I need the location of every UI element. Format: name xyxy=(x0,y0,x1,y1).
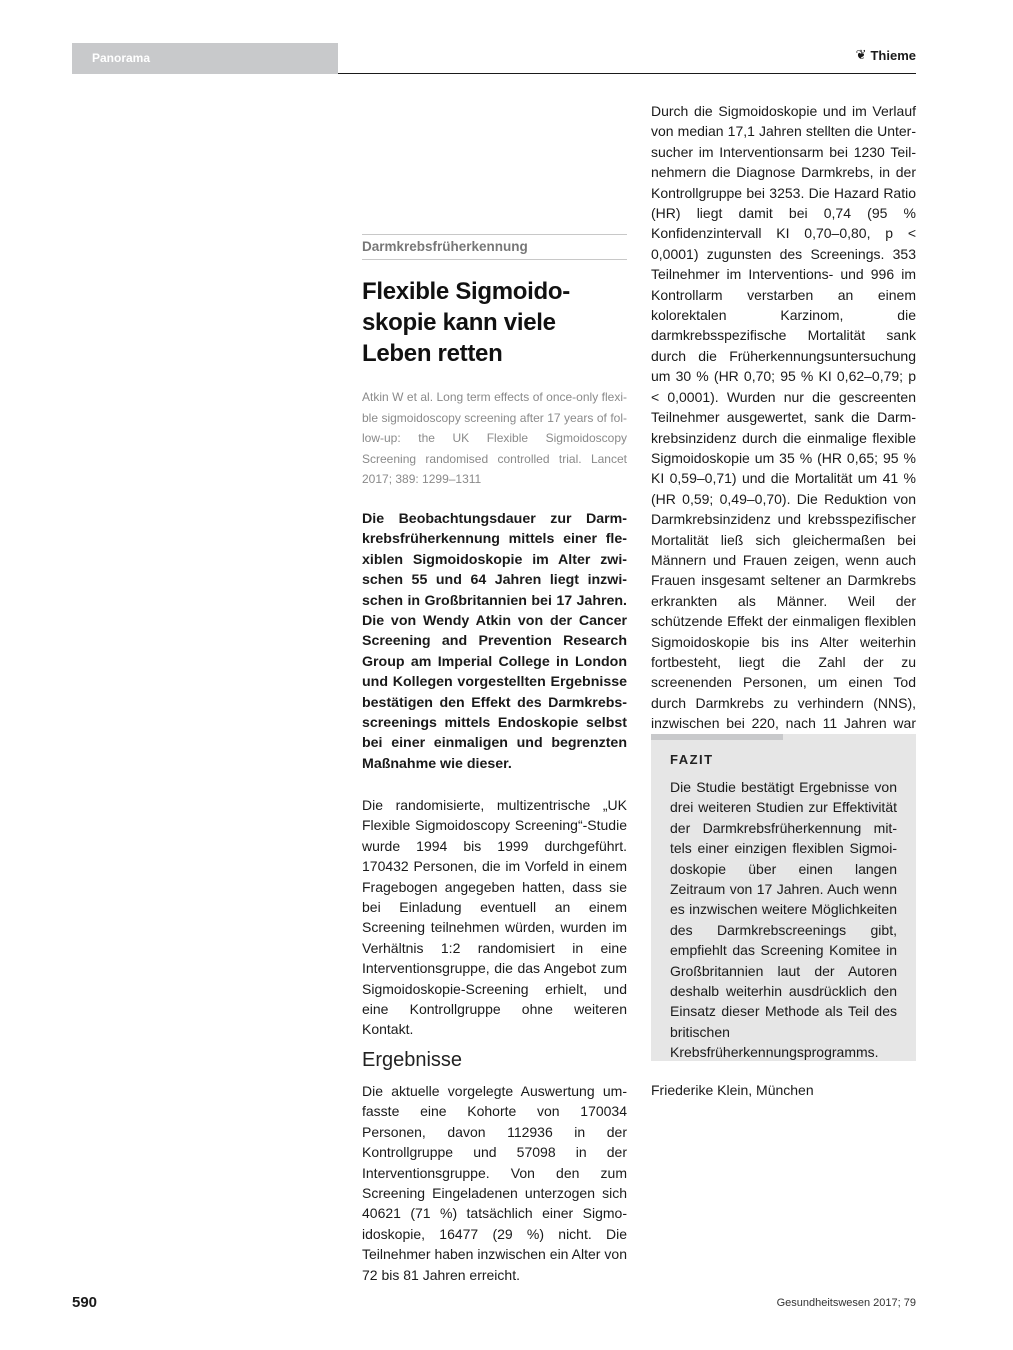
publisher-name: Thieme xyxy=(870,47,916,63)
section-heading: Ergebnisse xyxy=(362,1049,463,1071)
article-category: Darmkrebsfrüherkennung xyxy=(362,234,627,260)
conclusion-accent-bar xyxy=(651,734,783,740)
article-lead: Die Beobachtungsdauer zur Darmkrebsfrüherkennung mittels einer flexiblen Sigmoidoskopie im Alter zwischen 55 und 64 Jahren liegt inzwischen in Großbritannien bei 17 Jahren. Die von Wendy Atkin von der Cancer Screening and Prevention Research Group am Imperial College in London und Kollegen vorgestellten Ergebnisse bestätigen den Effekt des Darmkrebsscreenings mittels Endoskopie selbst bei einer einmaligen und begrenzten Maßnahme wie dieser. xyxy=(362,511,627,772)
body-paragraph: Durch die Sigmoidoskopie und im Verlauf von median 17,1 Jahren stellten die Untersucher im Interventionsarm bei 1230 Teilnehmern die Diagnose Darmkrebs, in der Kontrollgruppe bei 3253. Die Hazard Ratio (HR) liegt damit bei 0,74 (95 % Konfidenzintervall KI 0,70–0,80, p < 0,0001) zugunsten des Screenings. 353 Teilnehmer im Interventions- und 996 im Kontrollarm verstarben an einem kolorektalen Karzinom, die darmkrebsspezifische Mortalität sank durch die Früherkennungsuntersuchung um 30 % (HR 0,70; 95 % KI 0,62–0,79; p < 0,0001). Wurden nur die gescreenten Teilnehmer ausgewertet, sank die Darmkrebsinzidenz durch die einmalige flexible Sigmoidoskopie um 35 % (HR 0,65; 95 % KI 0,59–0,71) und die Mortalität um 41 % (HR 0,59; 0,49–0,70). Die Reduktion von Darmkrebsinzidenz und krebsspezifischer Mortalität ließ sich gleichermaßen bei Männern und Frauen zeigen, wenn auch Frauen insgesamt seltener an Darmkrebs erkrankten als Männer. Weil der schützende Effekt der einmaligen flexiblen Sigmoidoskopie bis ins Alter weiterhin fortbesteht, liegt die Zahl der zu screenenden Personen, um einen Tod durch Darmkrebs zu verhindern (NNS), inzwischen bei 220, nach 11 Jahren war xyxy=(651,103,916,732)
body-paragraph: Die randomisierte, multizentrische „UK Flexible Sigmoidoscopy Screening“-Studie wurde 1994 bis 1999 durchgeführt. 170432 Personen, die im Vorfeld in einem Fragebogen angegeben hatten, dass sie bei Einladung eventuell an einem Screening teilnehmen würden, wurden im Verhältnis 1:2 randomisiert in eine Interventionsgruppe, die das Angebot zum Sigmoidoskopie-Screening erhielt, und eine Kontrollgruppe ohne weiteren Kontakt. xyxy=(362,797,627,1038)
header-rule xyxy=(338,73,916,74)
thieme-logo-icon: ❦ xyxy=(855,47,867,62)
body-paragraph: Die aktuelle vorgelegte Auswertung umfasste eine Kohorte von 170034 Personen, davon 112936 in der Kontrollgruppe und 57098 in der Interventionsgruppe. Von den zum Screening Eingeladenen unterzogen sich 40621 (71 %) tatsächlich einer Sigmoidoskopie, 16477 (29 %) nicht. Die Teilnehmer haben inzwischen ein Alter von 72 bis 81 Jahren erreicht. xyxy=(362,1083,627,1283)
article-title: Flexible Sigmoido- skopie kann viele Leben retten xyxy=(362,278,570,367)
conclusion-box xyxy=(651,734,916,1061)
journal-reference: Gesundheitswesen 2017; 79 xyxy=(776,1297,916,1309)
page-number: 590 xyxy=(72,1294,98,1311)
article-citation: Atkin W et al. Long term effects of once-only flexible sigmoidoscopy screening after 17 years of follow-up: the UK Flexible Sigmoidoscopy Screening randomised controlled trial. Lancet 2017; 389: 1299–1311 xyxy=(362,390,627,486)
publisher-logo xyxy=(856,47,916,63)
article-author: Friederike Klein, München xyxy=(651,1082,814,1098)
conclusion-title: FAZIT xyxy=(670,752,714,767)
conclusion-text: Die Studie bestätigt Ergebnisse von drei weiteren Studien zur Effektivität der Darmkrebsfrüherkennung mittels einer einzigen flexiblen Sigmoidoskopie über einen langen Zeitraum von 17 Jahren. Auch wenn es inzwischen weitere Möglichkeiten des Darmkrebscreenings gibt, empfiehlt das Screening Komitee in Großbritannien laut der Autoren deshalb weiterhin ausdrücklich den Einsatz dieser Methode als Teil des britischen Krebsfrüherkennungsprogramms. xyxy=(670,779,897,1061)
section-label: Panorama xyxy=(72,43,338,74)
